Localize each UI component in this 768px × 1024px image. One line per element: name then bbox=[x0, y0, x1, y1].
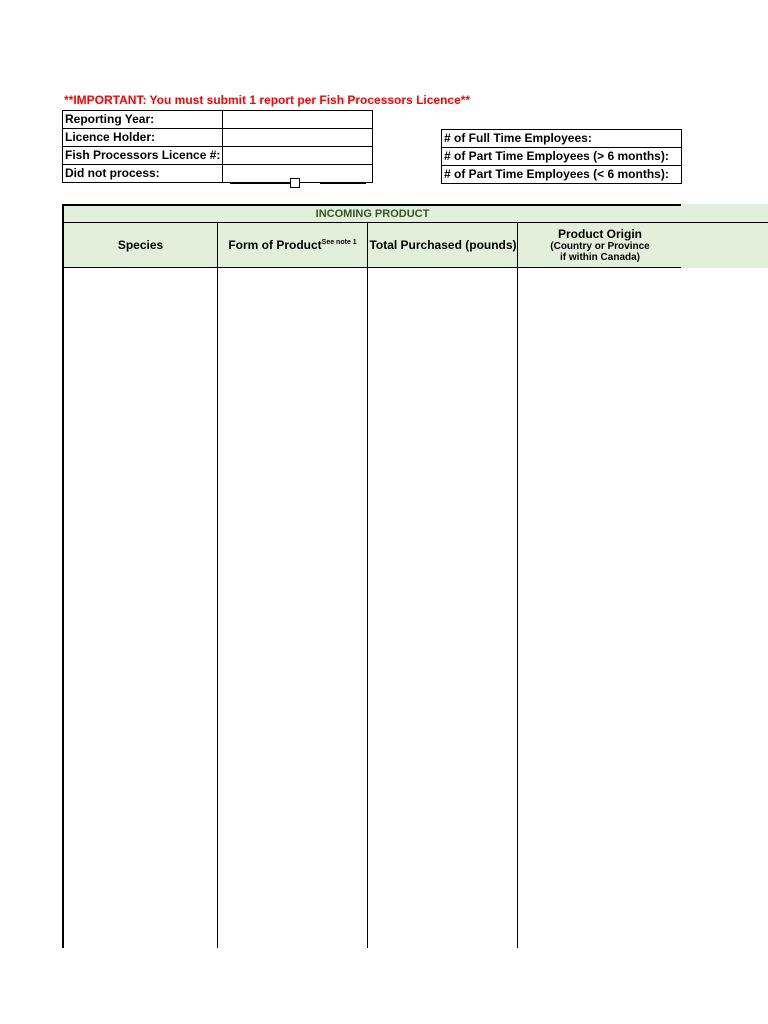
full-time-row bbox=[442, 130, 682, 148]
product-origin-sub-2: if within Canada) bbox=[560, 252, 640, 263]
form-of-product-header bbox=[218, 223, 367, 267]
part-time-over-6-months-label[interactable]: # of Part Time Employees (> 6 months): bbox=[442, 148, 682, 166]
header-bottom-rule bbox=[64, 267, 681, 268]
column-divider-2 bbox=[367, 223, 368, 948]
licence-number-label: Fish Processors Licence #: bbox=[63, 147, 223, 165]
licence-holder-row bbox=[63, 129, 373, 147]
column-divider-3 bbox=[517, 223, 518, 948]
form-of-product-header-text bbox=[228, 238, 356, 252]
product-origin-label: Product Origin bbox=[558, 227, 642, 241]
part-time-short-row bbox=[442, 166, 682, 184]
incoming-product-title: INCOMING PRODUCT bbox=[315, 208, 430, 220]
did-not-process-row bbox=[63, 165, 373, 183]
licence-holder-field[interactable] bbox=[223, 129, 373, 147]
full-time-employees-label[interactable]: # of Full Time Employees: bbox=[442, 130, 682, 148]
incoming-product-band bbox=[64, 206, 768, 223]
species-header bbox=[64, 223, 217, 267]
column-divider-1 bbox=[217, 223, 218, 948]
licence-info-table bbox=[62, 110, 373, 183]
total-purchased-header bbox=[368, 223, 518, 267]
form-of-product-label: Form of Product bbox=[228, 238, 322, 252]
product-origin-header bbox=[519, 223, 681, 267]
total-purchased-label: Total Purchased (pounds) bbox=[369, 238, 517, 252]
licence-number-row bbox=[63, 147, 373, 165]
reporting-year-label: Reporting Year: bbox=[63, 111, 223, 129]
did-not-process-checkbox[interactable] bbox=[290, 178, 300, 188]
licence-holder-label: Licence Holder: bbox=[63, 129, 223, 147]
checkbox-trailing-line bbox=[320, 183, 366, 184]
species-header-label: Species bbox=[117, 238, 164, 252]
part-time-under-6-months-label[interactable]: # of Part Time Employees (< 6 months): bbox=[442, 166, 682, 184]
reporting-year-row bbox=[63, 111, 373, 129]
important-notice: **IMPORTANT: You must submit 1 report per Fish Processors Licence** bbox=[64, 93, 471, 107]
column-header-row bbox=[64, 223, 768, 268]
reporting-year-field[interactable] bbox=[223, 111, 373, 129]
checkbox-leader-line bbox=[230, 183, 290, 184]
see-note-superscript: See note 1 bbox=[321, 239, 357, 246]
product-grid-frame bbox=[62, 204, 681, 948]
employee-info-table bbox=[441, 129, 682, 184]
licence-number-field[interactable] bbox=[223, 147, 373, 165]
product-origin-sub-1: (Country or Province bbox=[550, 241, 650, 252]
part-time-long-row bbox=[442, 148, 682, 166]
did-not-process-label: Did not process: bbox=[63, 165, 223, 183]
